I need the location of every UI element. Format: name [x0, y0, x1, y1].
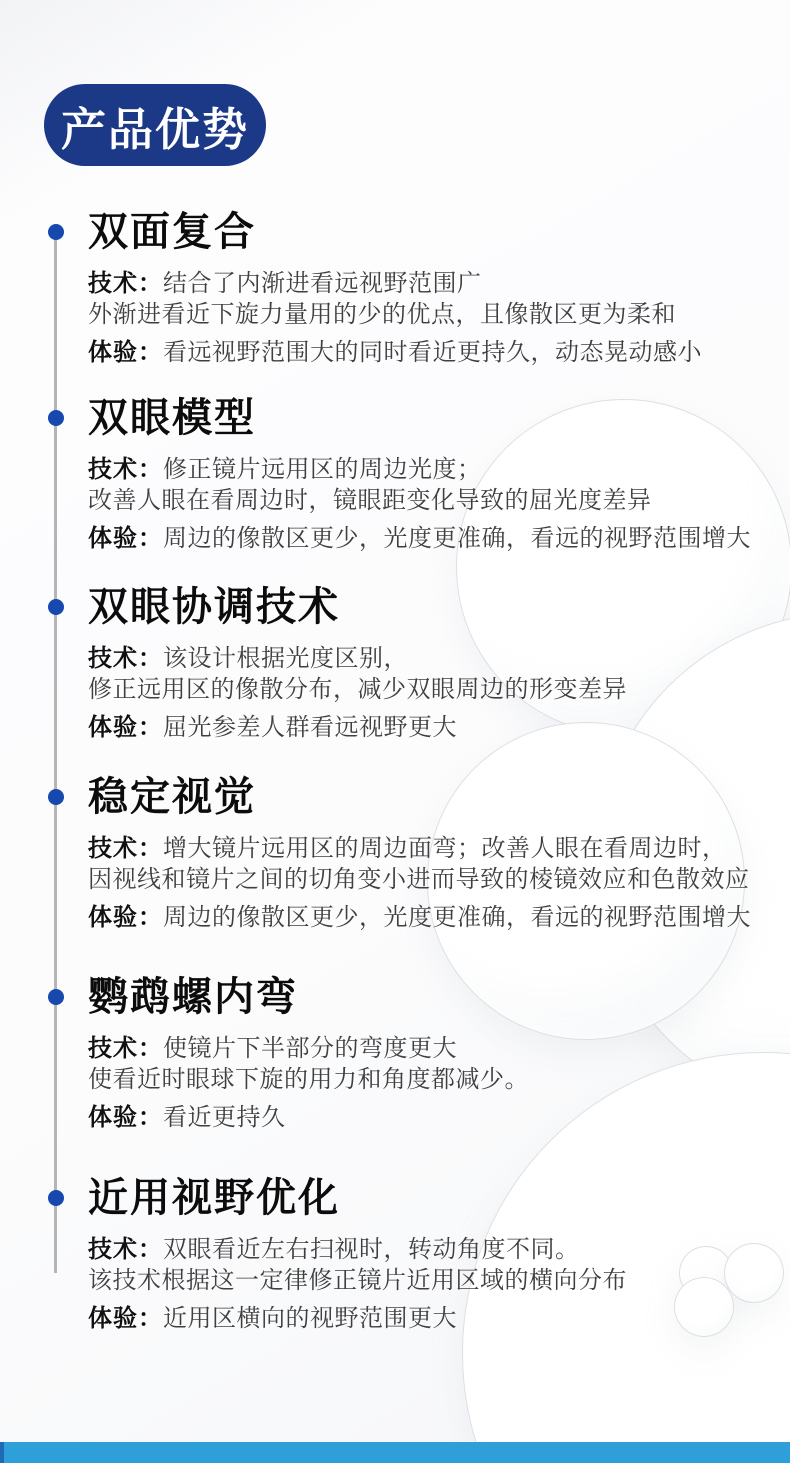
bullet-dot-icon	[48, 224, 64, 240]
feature-section-stable-vision	[0, 775, 790, 933]
tech-line-2: 该技术根据这一定律修正镜片近用区域的横向分布	[88, 1267, 627, 1294]
feature-exp-text	[88, 902, 782, 933]
bullet-dot-icon	[48, 410, 64, 426]
bottom-accent-bar-edge	[0, 1442, 4, 1463]
feature-tech-text	[88, 268, 782, 330]
feature-title: 双面复合	[88, 210, 256, 254]
tech-line-2: 改善人眼在看周边时，镜眼距变化导致的屈光度差异	[88, 487, 652, 514]
exp-label: 体验：	[88, 904, 163, 931]
feature-exp-text	[88, 712, 782, 743]
feature-section-nautilus-inner-curve	[0, 975, 790, 1133]
bullet-dot-icon	[48, 789, 64, 805]
tech-line-1: 修正镜片远用区的周边光度；	[163, 456, 482, 483]
tech-line-1: 增大镜片远用区的周边面弯；改善人眼在看周边时，	[163, 835, 727, 862]
feature-title: 近用视野优化	[88, 1176, 340, 1220]
tech-line-1: 双眼看近左右扫视时，转动角度不同。	[163, 1236, 580, 1263]
feature-title: 鹦鹉螺内弯	[88, 975, 298, 1019]
exp-line: 周边的像散区更少，光度更准确，看远的视野范围增大	[163, 525, 751, 552]
tech-line-2: 因视线和镜片之间的切角变小进而导致的棱镜效应和色散效应	[88, 866, 750, 893]
feature-exp-text	[88, 523, 782, 554]
feature-section-binocular-model	[0, 396, 790, 554]
feature-title: 双眼协调技术	[88, 585, 340, 629]
feature-tech-text	[88, 643, 782, 705]
feature-tech-text	[88, 1033, 782, 1095]
feature-tech-text	[88, 454, 782, 516]
feature-title: 双眼模型	[88, 396, 256, 440]
exp-line: 屈光参差人群看远视野更大	[163, 714, 457, 741]
feature-section-near-vision-optimization	[0, 1176, 790, 1334]
feature-tech-text	[88, 833, 782, 895]
bullet-dot-icon	[48, 989, 64, 1005]
feature-title: 稳定视觉	[88, 775, 256, 819]
tech-label: 技术：	[88, 456, 163, 483]
tech-label: 技术：	[88, 1035, 163, 1062]
feature-section-binocular-coordination	[0, 585, 790, 743]
badge-label: 产品优势	[61, 103, 250, 155]
tech-label: 技术：	[88, 645, 163, 672]
exp-label: 体验：	[88, 339, 163, 366]
tech-line-1: 使镜片下半部分的弯度更大	[163, 1035, 457, 1062]
tech-line-2: 外渐进看近下旋力量用的少的优点，且像散区更为柔和	[88, 301, 676, 328]
bullet-dot-icon	[48, 599, 64, 615]
exp-line: 周边的像散区更少，光度更准确，看远的视野范围增大	[163, 904, 751, 931]
tech-line-2: 修正远用区的像散分布，减少双眼周边的形变差异	[88, 676, 627, 703]
feature-exp-text	[88, 1303, 782, 1334]
feature-tech-text	[88, 1234, 782, 1296]
section-title-badge	[44, 84, 266, 166]
exp-label: 体验：	[88, 714, 163, 741]
exp-line: 看近更持久	[163, 1104, 286, 1131]
exp-label: 体验：	[88, 1305, 163, 1332]
feature-section-double-sided-composite	[0, 210, 790, 368]
tech-line-1: 该设计根据光度区别，	[163, 645, 408, 672]
exp-label: 体验：	[88, 1104, 163, 1131]
exp-label: 体验：	[88, 525, 163, 552]
feature-exp-text	[88, 337, 782, 368]
tech-line-1: 结合了内渐进看远视野范围广	[163, 270, 482, 297]
exp-line: 近用区横向的视野范围更大	[163, 1305, 457, 1332]
exp-line: 看远视野范围大的同时看近更持久，动态晃动感小	[163, 339, 702, 366]
feature-exp-text	[88, 1102, 782, 1133]
tech-label: 技术：	[88, 270, 163, 297]
tech-label: 技术：	[88, 835, 163, 862]
tech-label: 技术：	[88, 1236, 163, 1263]
tech-line-2: 使看近时眼球下旋的用力和角度都减少。	[88, 1066, 529, 1093]
bullet-dot-icon	[48, 1190, 64, 1206]
bottom-accent-bar	[0, 1442, 790, 1463]
